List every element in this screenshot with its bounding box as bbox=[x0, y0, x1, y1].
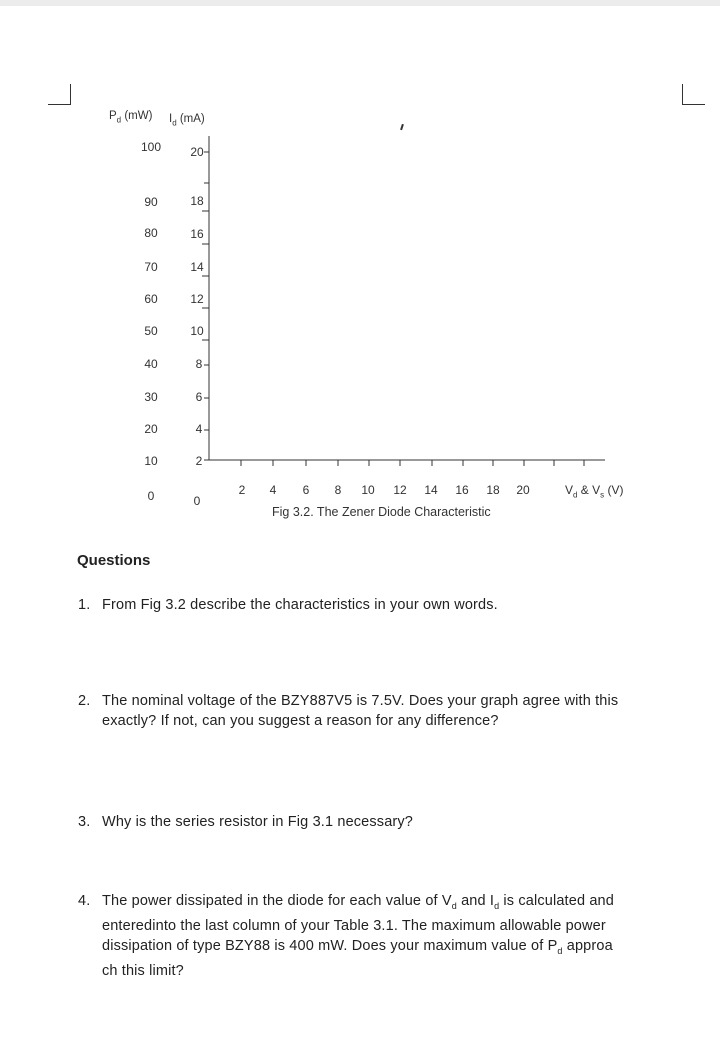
power-tick-label: 0 bbox=[147, 489, 155, 503]
power-tick-label: 20 bbox=[144, 422, 158, 436]
current-tick-label: 18 bbox=[190, 194, 204, 208]
question-2 bbox=[78, 691, 618, 731]
current-tick-label: 14 bbox=[190, 260, 204, 274]
power-axis-header: $P_d$ (mW) bbox=[109, 110, 153, 125]
x-tick-label: 6 bbox=[302, 483, 310, 497]
power-tick-label: 40 bbox=[144, 357, 158, 371]
current-tick-label: 20 bbox=[190, 145, 204, 159]
current-tick-label: 4 bbox=[195, 422, 203, 436]
question-text-line: exactly? If not, can you suggest a reason for any difference? bbox=[102, 713, 499, 729]
question-text-line: dissipation of type BZY88 is 400 mW. Does your maximum value of $P_d$ approa bbox=[102, 937, 613, 956]
question-3 bbox=[78, 812, 413, 832]
x-tick-label: 10 bbox=[361, 483, 375, 497]
x-tick-label: 8 bbox=[334, 483, 342, 497]
x-axis-label: $V_d$ & $V_s$ (V) bbox=[565, 483, 624, 500]
current-tick-label: 6 bbox=[195, 390, 203, 404]
power-tick-label: 30 bbox=[144, 390, 158, 404]
power-tick-label: 60 bbox=[144, 292, 158, 306]
x-tick-label: 20 bbox=[516, 483, 530, 497]
question-number: 3. bbox=[78, 814, 91, 830]
question-number: 4. bbox=[78, 893, 91, 909]
question-text: From Fig 3.2 describe the characteristics in your own words. bbox=[102, 597, 498, 613]
power-tick-label: 50 bbox=[144, 324, 158, 338]
power-tick-label: 70 bbox=[144, 260, 158, 274]
current-tick-label: 12 bbox=[190, 292, 204, 306]
question-text: Why is the series resistor in Fig 3.1 necessary? bbox=[102, 814, 414, 830]
x-tick-label: 14 bbox=[424, 483, 438, 497]
question-number: 2. bbox=[78, 693, 91, 709]
figure-caption: Fig 3.2. The Zener Diode Characteristic bbox=[272, 505, 491, 519]
question-text-line: ch this limit? bbox=[102, 962, 184, 979]
question-text-line: enteredinto the last column of your Table 3.1. The maximum allowable power bbox=[102, 917, 606, 934]
x-tick-label: 16 bbox=[455, 483, 469, 497]
current-tick-label: 16 bbox=[190, 227, 204, 241]
current-tick-label: 8 bbox=[195, 357, 203, 371]
questions-heading: Questions bbox=[77, 552, 151, 569]
power-tick-label: 10 bbox=[144, 454, 158, 468]
current-tick-label: 2 bbox=[195, 454, 203, 468]
x-tick-label: 4 bbox=[269, 483, 277, 497]
question-1 bbox=[78, 595, 498, 615]
x-tick-label: 18 bbox=[486, 483, 500, 497]
x-tick-label: 12 bbox=[393, 483, 407, 497]
question-text-line: The power dissipated in the diode for each value of $V_d$ and $I_d$ is calculated and bbox=[102, 893, 614, 911]
power-tick-label: 80 bbox=[144, 226, 158, 240]
power-tick-label: 90 bbox=[144, 195, 158, 209]
question-number: 1. bbox=[78, 597, 91, 613]
question-text-line: The nominal voltage of the BZY887V5 is 7.5V. Does your graph agree with this bbox=[102, 693, 619, 709]
power-tick-label: 100 bbox=[140, 140, 162, 154]
x-tick-label: 2 bbox=[238, 483, 246, 497]
current-axis-header: $I_d$ (mA) bbox=[169, 113, 205, 128]
current-tick-label: 10 bbox=[190, 324, 204, 338]
current-tick-label: 0 bbox=[193, 494, 201, 508]
question-4 bbox=[78, 891, 614, 981]
